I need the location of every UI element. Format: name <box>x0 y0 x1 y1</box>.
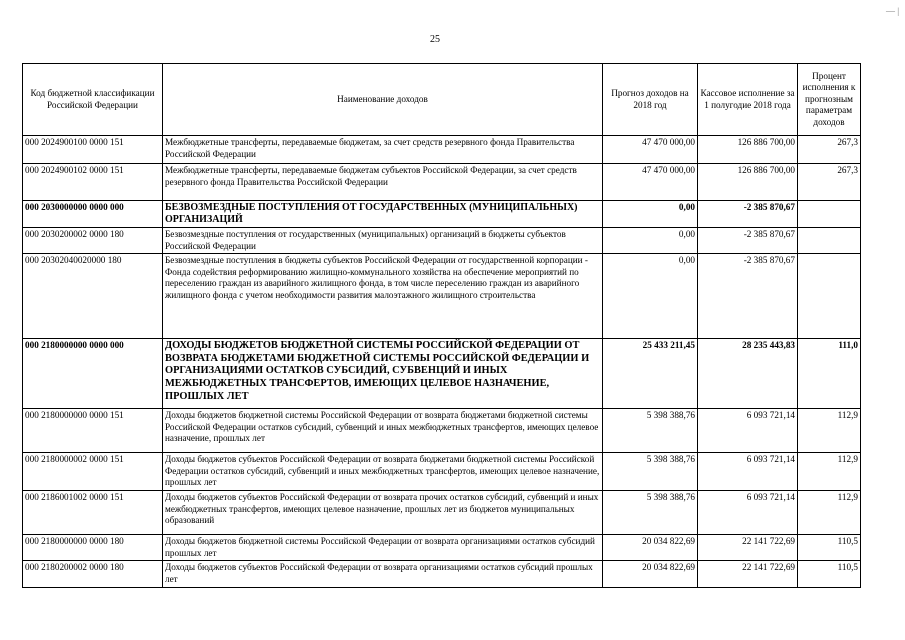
row-code: 000 20302040020000 180 <box>23 254 163 339</box>
row-code: 000 2180000000 0000 151 <box>23 409 163 453</box>
row-percent: 110,5 <box>798 535 861 561</box>
row-forecast: 5 398 388,76 <box>603 453 698 491</box>
header-executed: Кассовое исполнение за 1 полугодие 2018 года <box>698 64 798 136</box>
row-name: Доходы бюджетов бюджетной системы Российской Федерации от возврата организациями остатков субсидий прошлых лет <box>163 535 603 561</box>
header-code: Код бюджетной классификации Российской Федерации <box>23 64 163 136</box>
row-code: 000 2186001002 0000 151 <box>23 491 163 535</box>
row-percent: 112,9 <box>798 409 861 453</box>
row-percent: 112,9 <box>798 453 861 491</box>
table-row <box>23 339 861 409</box>
row-forecast: 47 470 000,00 <box>603 164 698 201</box>
row-code: 000 2024900102 0000 151 <box>23 164 163 201</box>
row-percent: 267,3 <box>798 164 861 201</box>
row-executed: -2 385 870,67 <box>698 228 798 254</box>
row-name: Доходы бюджетов субъектов Российской Федерации от возврата организациями остатков субсидий прошлых лет <box>163 561 603 587</box>
row-executed: 6 093 721,14 <box>698 409 798 453</box>
row-name: Доходы бюджетов субъектов Российской Федерации от возврата бюджетами бюджетной системы Российской Федерации остатков субсидий, субвенций и иных межбюджетных трансфертов, имеющих целевое назначение, прошлых лет <box>163 453 603 491</box>
row-executed: -2 385 870,67 <box>698 201 798 228</box>
row-percent <box>798 254 861 339</box>
row-code: 000 2030000000 0000 000 <box>23 201 163 228</box>
row-executed: -2 385 870,67 <box>698 254 798 339</box>
row-name: Доходы бюджетов бюджетной системы Российской Федерации от возврата бюджетами бюджетной системы Российской Федерации остатков субсидий, субвенций и иных межбюджетных трансфертов, имеющих целевое назначение, прошлых лет <box>163 409 603 453</box>
table-header-row <box>23 64 861 136</box>
page-number: 25 <box>430 34 440 45</box>
row-code: 000 2180200002 0000 180 <box>23 561 163 587</box>
revenue-table <box>22 63 861 588</box>
row-executed: 6 093 721,14 <box>698 453 798 491</box>
table-row <box>23 491 861 535</box>
row-code: 000 2030200002 0000 180 <box>23 228 163 254</box>
row-forecast: 0,00 <box>603 228 698 254</box>
row-code: 000 2180000000 0000 180 <box>23 535 163 561</box>
table-row <box>23 453 861 491</box>
table-row <box>23 409 861 453</box>
row-percent: 111,0 <box>798 339 861 409</box>
header-name: Наименование доходов <box>163 64 603 136</box>
row-percent <box>798 201 861 228</box>
row-name: Межбюджетные трансферты, передаваемые бюджетам, за счет средств резервного фонда Правительства Российской Федерации <box>163 136 603 164</box>
row-forecast: 5 398 388,76 <box>603 491 698 535</box>
row-executed: 126 886 700,00 <box>698 136 798 164</box>
table-row <box>23 254 861 339</box>
row-forecast: 47 470 000,00 <box>603 136 698 164</box>
table-row <box>23 535 861 561</box>
row-forecast: 5 398 388,76 <box>603 409 698 453</box>
row-name: Доходы бюджетов субъектов Российской Федерации от возврата прочих остатков субсидий, субвенций и иных межбюджетных трансфертов, имеющих целевое назначение, прошлых лет из бюджетов муниципальных образований <box>163 491 603 535</box>
row-executed: 22 141 722,69 <box>698 535 798 561</box>
row-code: 000 2180000002 0000 151 <box>23 453 163 491</box>
corner-mark: — | <box>885 6 899 16</box>
table-row <box>23 136 861 164</box>
row-percent: 110,5 <box>798 561 861 587</box>
table-row <box>23 201 861 228</box>
row-name: ДОХОДЫ БЮДЖЕТОВ БЮДЖЕТНОЙ СИСТЕМЫ РОССИЙСКОЙ ФЕДЕРАЦИИ ОТ ВОЗВРАТА БЮДЖЕТАМИ БЮДЖЕТНОЙ СИСТЕМЫ РОССИЙСКОЙ ФЕДЕРАЦИИ И ОРГАНИЗАЦИЯМИ ОСТАТКОВ СУБСИДИЙ, СУБВЕНЦИЙ И ИНЫХ МЕЖБЮДЖЕТНЫХ ТРАНСФЕРТОВ, ИМЕЮЩИХ ЦЕЛЕВОЕ НАЗНАЧЕНИЕ, ПРОШЛЫХ ЛЕТ <box>163 339 603 409</box>
row-name: Межбюджетные трансферты, передаваемые бюджетам субъектов Российской Федерации, за счет средств резервного фонда Правительства Российской Федерации <box>163 164 603 201</box>
header-forecast: Прогноз доходов на 2018 год <box>603 64 698 136</box>
row-executed: 6 093 721,14 <box>698 491 798 535</box>
header-percent: Процент исполнения к прогнозным параметрам доходов <box>798 64 861 136</box>
row-name: Безвозмездные поступления от государственных (муниципальных) организаций в бюджеты субъектов Российской Федерации <box>163 228 603 254</box>
row-executed: 28 235 443,83 <box>698 339 798 409</box>
row-executed: 126 886 700,00 <box>698 164 798 201</box>
row-percent: 267,3 <box>798 136 861 164</box>
table-row <box>23 164 861 201</box>
row-code: 000 2024900100 0000 151 <box>23 136 163 164</box>
row-forecast: 25 433 211,45 <box>603 339 698 409</box>
row-percent <box>798 228 861 254</box>
row-forecast: 0,00 <box>603 201 698 228</box>
row-percent: 112,9 <box>798 491 861 535</box>
table-row <box>23 228 861 254</box>
row-name: БЕЗВОЗМЕЗДНЫЕ ПОСТУПЛЕНИЯ ОТ ГОСУДАРСТВЕННЫХ (МУНИЦИПАЛЬНЫХ) ОРГАНИЗАЦИЙ <box>163 201 603 228</box>
row-forecast: 20 034 822,69 <box>603 561 698 587</box>
row-executed: 22 141 722,69 <box>698 561 798 587</box>
table-body <box>23 136 861 588</box>
row-code: 000 2180000000 0000 000 <box>23 339 163 409</box>
row-forecast: 0,00 <box>603 254 698 339</box>
table-row <box>23 561 861 587</box>
row-forecast: 20 034 822,69 <box>603 535 698 561</box>
row-name: Безвозмездные поступления в бюджеты субъектов Российской Федерации от государственной корпорации - Фонда содействия реформированию жилищно-коммунального хозяйства на обеспечение мероприятий по переселению граждан из аварийного жилищного фонда, в том числе переселению граждан из аварийного жилищного фонда с учетом необходимости развития малоэтажного жилищного строительства <box>163 254 603 339</box>
